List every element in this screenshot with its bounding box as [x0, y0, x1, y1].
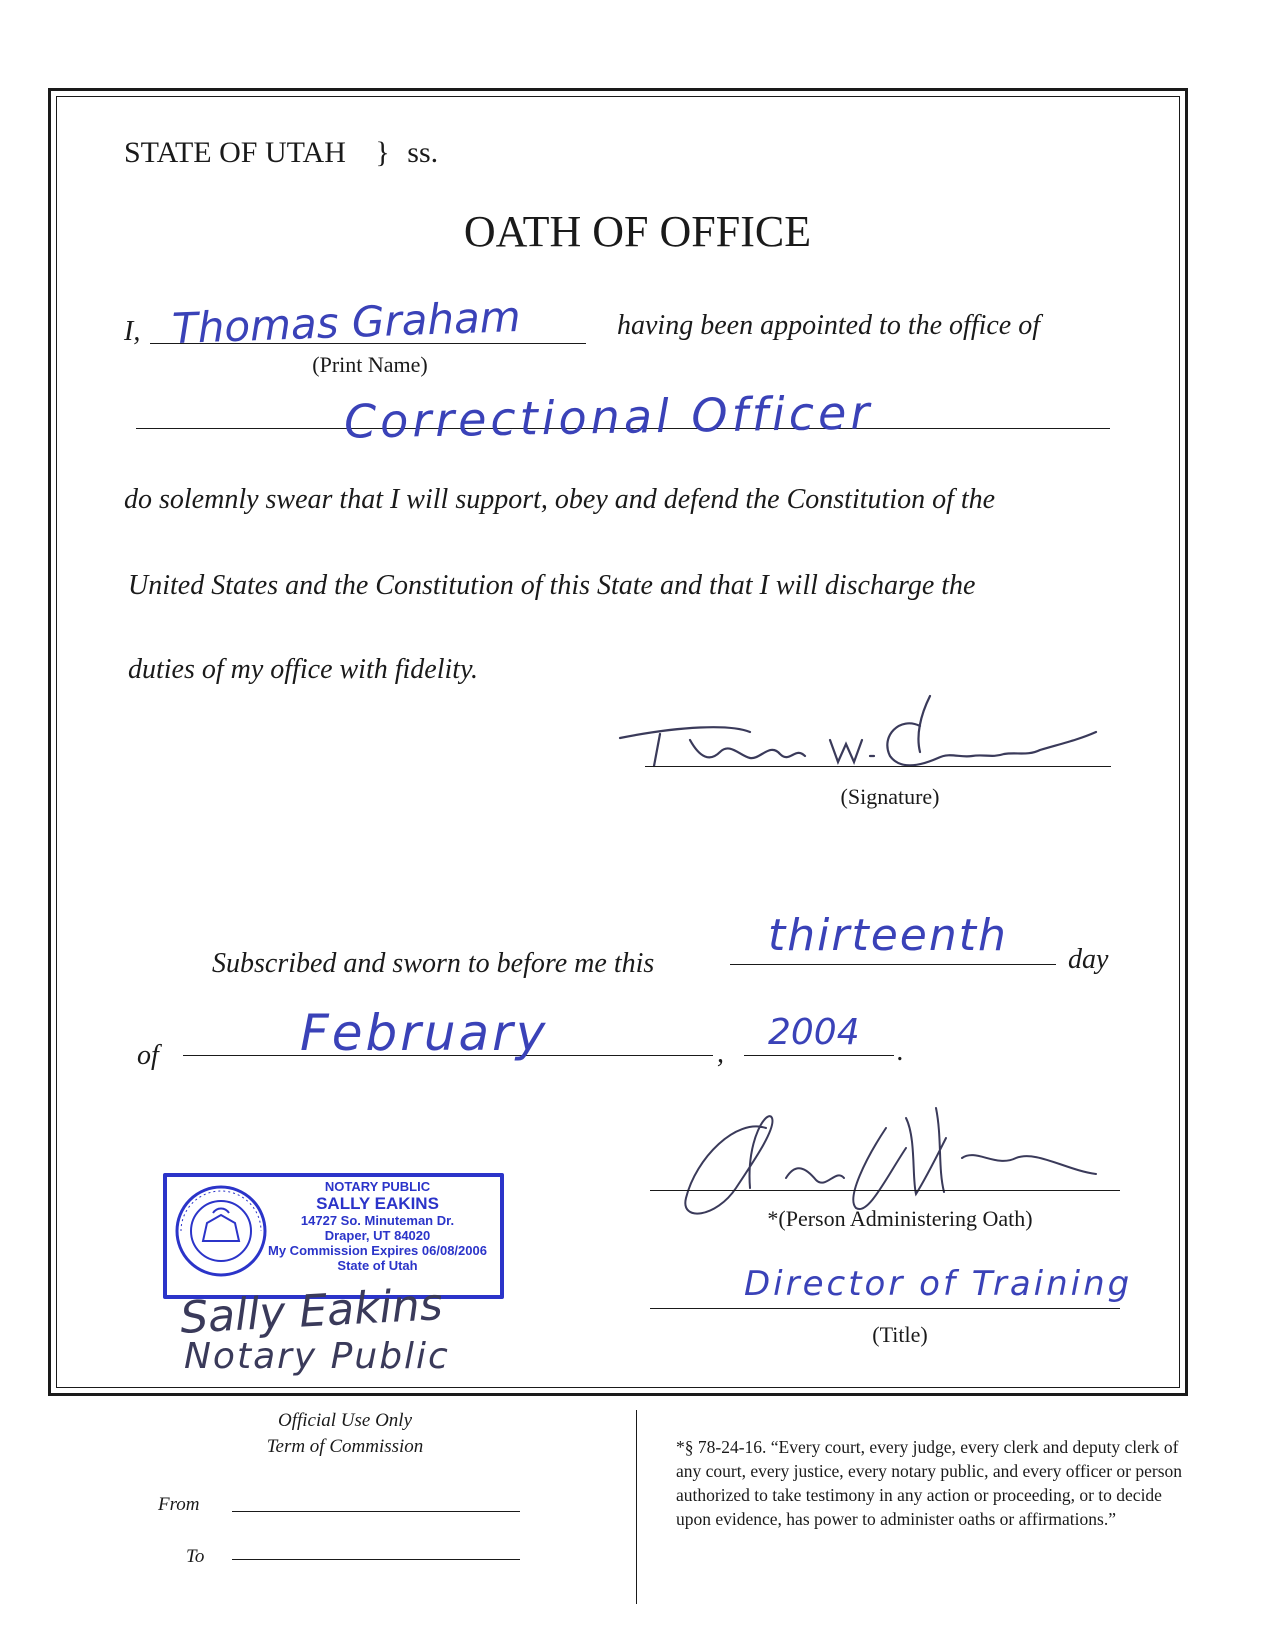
day-label: day	[1068, 944, 1109, 975]
title-caption: (Title)	[872, 1322, 928, 1347]
notary-signature: Sally Eakins	[178, 1279, 444, 1344]
day-line	[730, 964, 1056, 965]
stamp-line-4: Draper, UT 84020	[324, 1228, 431, 1243]
signature-line	[645, 766, 1111, 767]
administrator-line	[650, 1190, 1120, 1191]
notary-public-handwritten: Notary Public	[184, 1336, 450, 1377]
oath-line-3: duties of my office with fidelity.	[128, 654, 478, 685]
signature-caption: (Signature)	[840, 784, 940, 809]
of-label: of	[137, 1040, 159, 1071]
oath-line-2: United States and the Constitution of this State and that I will discharge the	[128, 570, 976, 601]
period: .	[897, 1036, 904, 1067]
title-handwritten: Director of Training	[744, 1264, 1133, 1304]
footer-divider	[636, 1410, 637, 1604]
state-seal-icon	[173, 1183, 269, 1279]
stamp-line-1: NOTARY PUBLIC	[324, 1179, 431, 1194]
print-name-caption: (Print Name)	[312, 352, 428, 377]
brace: }	[375, 136, 390, 169]
month-handwritten: February	[300, 1004, 549, 1062]
appointed-text: having been appointed to the office of	[617, 310, 1041, 341]
ss-label: ss.	[407, 136, 439, 169]
year-handwritten: 2004	[768, 1012, 860, 1053]
subscribed-text: Subscribed and sworn to before me this	[212, 948, 655, 979]
to-label: To	[186, 1546, 205, 1567]
from-line	[232, 1511, 520, 1512]
officer-signature	[620, 696, 1120, 776]
comma: ,	[717, 1038, 724, 1069]
term-label: Term of Commission	[266, 1436, 424, 1457]
statute-text: *§ 78-24-16. “Every court, every judge, every clerk and deputy clerk of any court, every justice, every notary public, and every officer or person authorized to take testimony in any action or proceeding, or to decide upon evidence, has power to administer oaths or affirmations.”	[676, 1437, 1183, 1529]
stamp-line-3: 14727 So. Minuteman Dr.	[300, 1213, 455, 1228]
day-handwritten: thirteenth	[768, 910, 1008, 961]
title-line	[650, 1308, 1120, 1309]
notary-stamp	[163, 1173, 504, 1299]
stamp-line-6: State of Utah	[337, 1258, 418, 1273]
from-label: From	[158, 1494, 200, 1515]
oath-line-1: do solemnly swear that I will support, obey and defend the Constitution of the	[124, 484, 996, 515]
year-line	[744, 1055, 894, 1056]
document-title: OATH OF OFFICE	[463, 207, 812, 256]
state-name: STATE OF UTAH	[124, 136, 346, 169]
to-line	[232, 1559, 520, 1560]
oath-prefix: I,	[124, 316, 141, 347]
name-handwritten: Thomas Graham	[171, 291, 522, 354]
office-handwritten: Correctional Officer	[343, 385, 874, 449]
stamp-line-5: My Commission Expires 06/08/2006	[268, 1243, 487, 1258]
administrator-caption: *(Person Administering Oath)	[767, 1206, 1033, 1231]
official-use-label: Official Use Only	[277, 1410, 413, 1431]
stamp-line-2: SALLY EAKINS	[316, 1194, 439, 1213]
state-heading	[124, 136, 438, 170]
